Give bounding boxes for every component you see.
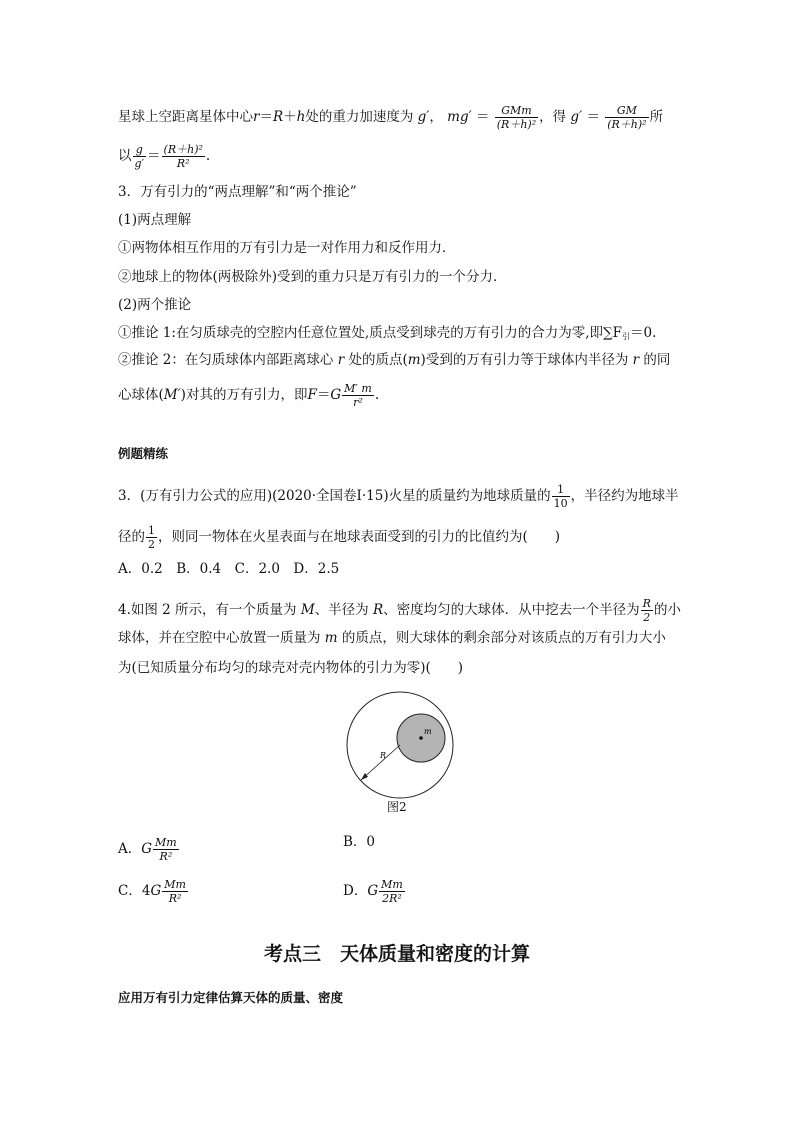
text: 、密度均匀的大球体．从中挖去一个半径为 <box>383 602 640 618</box>
text: 以 <box>118 148 132 164</box>
numerator: Mm <box>155 836 177 849</box>
fraction <box>162 143 205 170</box>
text: 的小 <box>653 602 681 618</box>
text: 4.如图 2 所示，有一个质量为 <box>118 602 297 618</box>
text: ，则同一物体在火星表面与在地球表面受到的引力的比值约为( ) <box>158 529 561 545</box>
var-G: G <box>141 841 153 857</box>
var-M: M′ <box>163 387 181 403</box>
text: ＝ <box>147 148 161 164</box>
text: ，得 <box>539 109 567 125</box>
mass-point <box>419 736 423 740</box>
sub-heading-1: (1)两点理解 <box>118 212 192 228</box>
text: 3．(万有引力公式的应用)(2020·全国卷Ⅰ·15)火星的质量约为地球质量的 <box>118 488 551 504</box>
var-F: F <box>307 387 317 403</box>
label-m: m <box>424 727 432 736</box>
section-label: 例题精练 <box>118 446 169 461</box>
fraction <box>552 483 570 510</box>
denominator: 2R² <box>382 892 402 905</box>
denominator: R² <box>159 850 173 863</box>
text: ， <box>429 109 443 125</box>
text: ＝ <box>259 109 273 125</box>
fraction <box>342 382 374 409</box>
text: 球体，并在空腔中心放置一质量为 <box>118 630 321 646</box>
figure-2-diagram <box>345 690 455 800</box>
var-G: G <box>150 883 162 899</box>
option-d <box>343 878 406 905</box>
var-r: r <box>337 352 345 368</box>
option-label: C． <box>118 883 142 899</box>
subscript: 引 <box>622 332 631 341</box>
text: ＋ <box>283 109 297 125</box>
text: 心球体( <box>118 387 164 403</box>
text: . <box>374 387 380 403</box>
fraction <box>146 524 157 551</box>
numerator: GMm <box>495 104 538 118</box>
text: 径的 <box>118 529 145 545</box>
fraction <box>133 143 147 170</box>
question-4-line-3: 为(已知质量分布均匀的球壳对壳内物体的引力为零)( ) <box>118 660 464 676</box>
point-2: ②地球上的物体(两极除外)受到的重力只是万有引力的一个分力． <box>118 269 507 285</box>
fraction <box>605 104 648 131</box>
text: 处的质点( <box>348 352 408 368</box>
figure-caption: 图2 <box>387 800 407 814</box>
text: ，半径约为地球半 <box>570 488 679 504</box>
denominator: g′ <box>134 157 145 170</box>
text: 的同 <box>643 352 671 368</box>
var-G: G <box>367 883 379 899</box>
numerator: R <box>642 597 651 610</box>
denominator: 10 <box>553 497 568 510</box>
text: 所 <box>649 109 664 125</box>
option-c <box>118 878 189 905</box>
fraction <box>641 597 653 624</box>
text: 处的重力加速度为 <box>305 109 414 125</box>
denominator: (R＋h)² <box>496 118 537 131</box>
numerator: Mm <box>164 878 186 891</box>
point-1: ①两物体相互作用的万有引力是一对作用力和反作用力． <box>118 240 456 256</box>
var-mg: mg′ <box>447 109 472 125</box>
section-intro: 应用万有引力定律估算天体的质量、密度 <box>118 990 344 1005</box>
denominator: 2 <box>643 611 651 624</box>
numerator: g <box>133 143 147 157</box>
question-4-line-2 <box>118 632 666 646</box>
text: ＝ <box>316 387 331 403</box>
section-heading: 考点三 天体质量和密度的计算 <box>263 943 530 965</box>
denominator: R² <box>176 157 190 170</box>
text: . <box>205 148 211 164</box>
denominator: R² <box>168 892 182 905</box>
para-line-2 <box>118 143 210 170</box>
question-3-line-1 <box>118 483 679 510</box>
numerator: 1 <box>552 483 570 497</box>
radius-arrow-icon <box>361 773 368 780</box>
denominator: (R＋h)² <box>607 118 647 131</box>
var-m: m <box>407 352 421 368</box>
var-R: R <box>272 109 284 125</box>
var-G: G <box>330 387 342 403</box>
para-line-1 <box>118 104 663 131</box>
numerator: M′ m <box>344 382 372 395</box>
var-h: h <box>296 109 306 125</box>
text: ②推论 2：在匀质球体内部距离球心 <box>118 352 334 368</box>
corollary-1 <box>118 327 656 341</box>
text: )对其的万有引力，即 <box>180 387 308 403</box>
denominator: r² <box>353 396 363 409</box>
var-g: g′ <box>417 109 430 125</box>
text: ＝0. <box>630 325 657 341</box>
corollary-2 <box>118 354 670 368</box>
fraction <box>153 836 179 863</box>
var-r: r <box>253 109 260 125</box>
numerator: (R＋h)² <box>163 143 203 156</box>
question-3-options: A．0.2 B．0.4 C．2.0 D．2.5 <box>118 561 340 577</box>
fraction <box>162 878 188 905</box>
denominator: 2 <box>148 538 155 551</box>
label-R: R <box>380 751 387 760</box>
var-m: m <box>324 630 338 646</box>
numerator: 1 <box>148 524 155 537</box>
numerator: GM <box>605 104 648 118</box>
var-M: M <box>300 602 315 618</box>
coefficient: 4 <box>141 883 151 899</box>
var-r: r <box>632 352 640 368</box>
corollary-2-cont <box>118 382 379 409</box>
fraction <box>495 104 538 131</box>
var-g: g′ <box>570 109 583 125</box>
text: ＝ <box>475 109 490 125</box>
text: ＝ <box>586 109 600 125</box>
option-a <box>118 836 180 863</box>
fraction <box>379 878 405 905</box>
numerator: Mm <box>381 878 403 891</box>
option-label: A． <box>118 841 142 857</box>
sub-heading-2: (2)两个推论 <box>118 297 192 313</box>
text: ①推论 1:在匀质球壳的空腔内任意位置处,质点受到球壳的万有引力的合力为零,即∑F <box>118 325 623 341</box>
question-3-line-2 <box>118 524 560 551</box>
var-R: R <box>372 602 384 618</box>
item-3-title: 3．万有引力的“两点理解”和“两个推论” <box>118 184 357 200</box>
option-b: B．0 <box>343 834 376 850</box>
text: )受到的万有引力等于球体内半径为 <box>420 352 629 368</box>
option-label: D． <box>343 883 368 899</box>
question-4-line-1 <box>118 597 681 624</box>
text: 星球上空距离星体中心 <box>118 109 253 125</box>
text: 、半径为 <box>314 602 369 618</box>
text: 的质点，则大球体的剩余部分对该质点的万有引力大小 <box>341 630 666 646</box>
